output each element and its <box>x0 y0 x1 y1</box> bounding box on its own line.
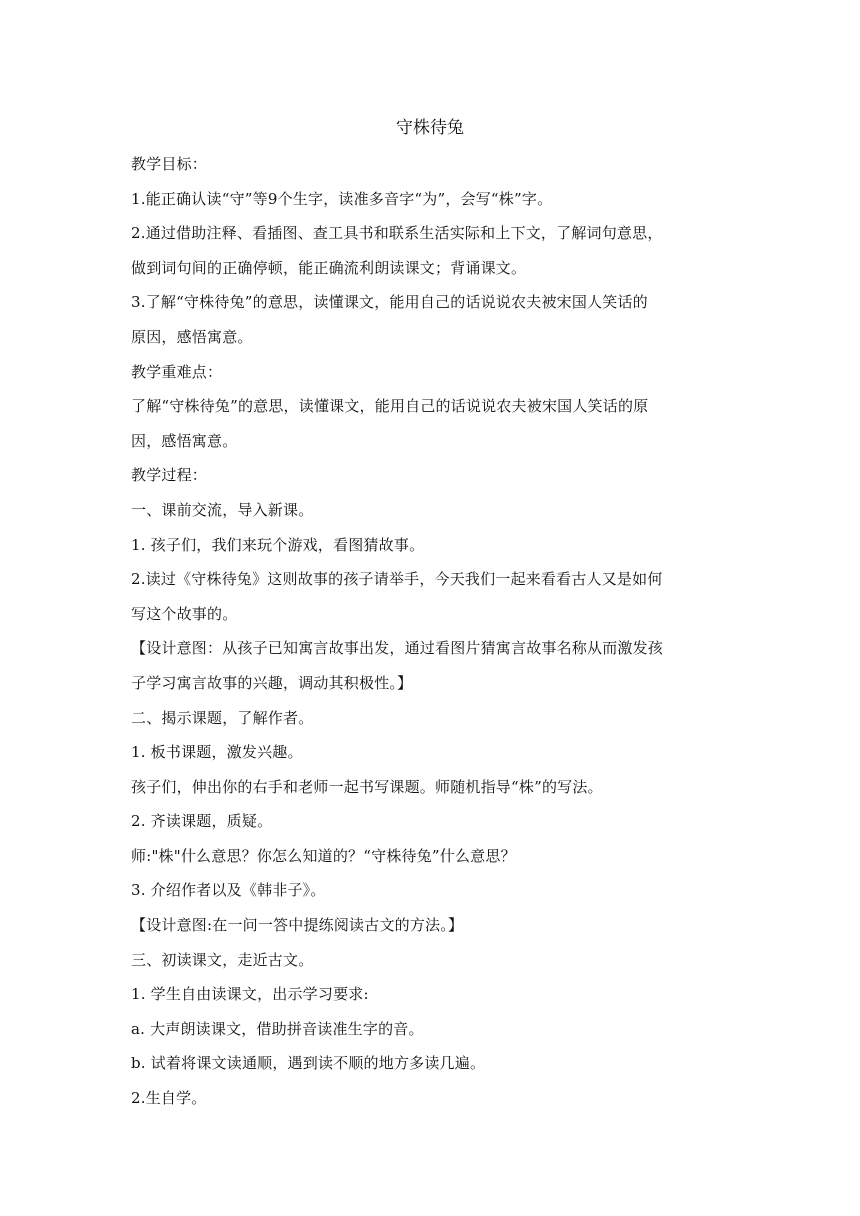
text-line: 3. 介绍作者以及《韩非子》。 <box>131 881 326 900</box>
text-line: 原因，感悟寓意。 <box>131 327 253 346</box>
text-line: 2.生自学。 <box>131 1089 207 1108</box>
text-line: 师:"株"什么意思？你怎么知道的？“守株待兔”什么意思？ <box>131 846 516 865</box>
text-line: 教学过程： <box>131 466 208 485</box>
text-line: 一、课前交流，导入新课。 <box>131 500 314 519</box>
text-line: 教学目标： <box>131 155 208 173</box>
text-line: 孩子们，伸出你的右手和老师一起书写课题。师随机指导“株”的写法。 <box>131 777 603 796</box>
text-line: 2.通过借助注释、看插图、查工具书和联系生活实际和上下文，了解词句意思， <box>131 224 663 243</box>
text-line: 1. 孩子们，我们来玩个游戏，看图猜故事。 <box>131 535 425 554</box>
document-body <box>131 152 731 1121</box>
text-line: 1.能正确认读“守”等9个生字，读准多音字“为”，会写“株”字。 <box>131 189 553 208</box>
text-line: 【设计意图:在一问一答中提练阅读古文的方法。】 <box>131 916 464 935</box>
text-line: 二、揭示课题，了解作者。 <box>131 708 314 727</box>
text-line: 了解“守株待兔”的意思，读懂课文，能用自己的话说说农夫被宋国人笑话的原 <box>131 397 649 416</box>
text-line: 1. 板书课题，激发兴趣。 <box>131 743 303 762</box>
text-line: 2.读过《守株待兔》这则故事的孩子请举手，今天我们一起来看看古人又是如何 <box>131 570 663 589</box>
text-line: b. 试着将课文读通顺，遇到读不顺的地方多读几遍。 <box>131 1054 486 1073</box>
text-line: 教学重难点： <box>131 362 223 381</box>
page-title: 守株待兔 <box>396 118 464 138</box>
text-line: 【设计意图：从孩子已知寓言故事出发，通过看图片猜寓言故事名称从而激发孩 <box>131 639 664 658</box>
text-line: 因，感悟寓意。 <box>131 431 238 450</box>
text-line: 1. 学生自由读课文，出示学习要求: <box>131 985 369 1004</box>
text-line: 子学习寓言故事的兴趣，调动其积极性。】 <box>131 673 413 692</box>
text-line: a. 大声朗读课文，借助拼音读准生字的音。 <box>131 1019 424 1038</box>
text-line: 2. 齐读课题，质疑。 <box>131 812 273 831</box>
text-line: 3.了解“守株待兔”的意思，读懂课文，能用自己的话说说农夫被宋国人笑话的 <box>131 293 648 312</box>
text-line: 三、初读课文，走近古文。 <box>131 950 314 969</box>
text-line: 写这个故事的。 <box>131 604 238 623</box>
text-line: 做到词句间的正确停顿，能正确流利朗读课文；背诵课文。 <box>131 258 527 277</box>
